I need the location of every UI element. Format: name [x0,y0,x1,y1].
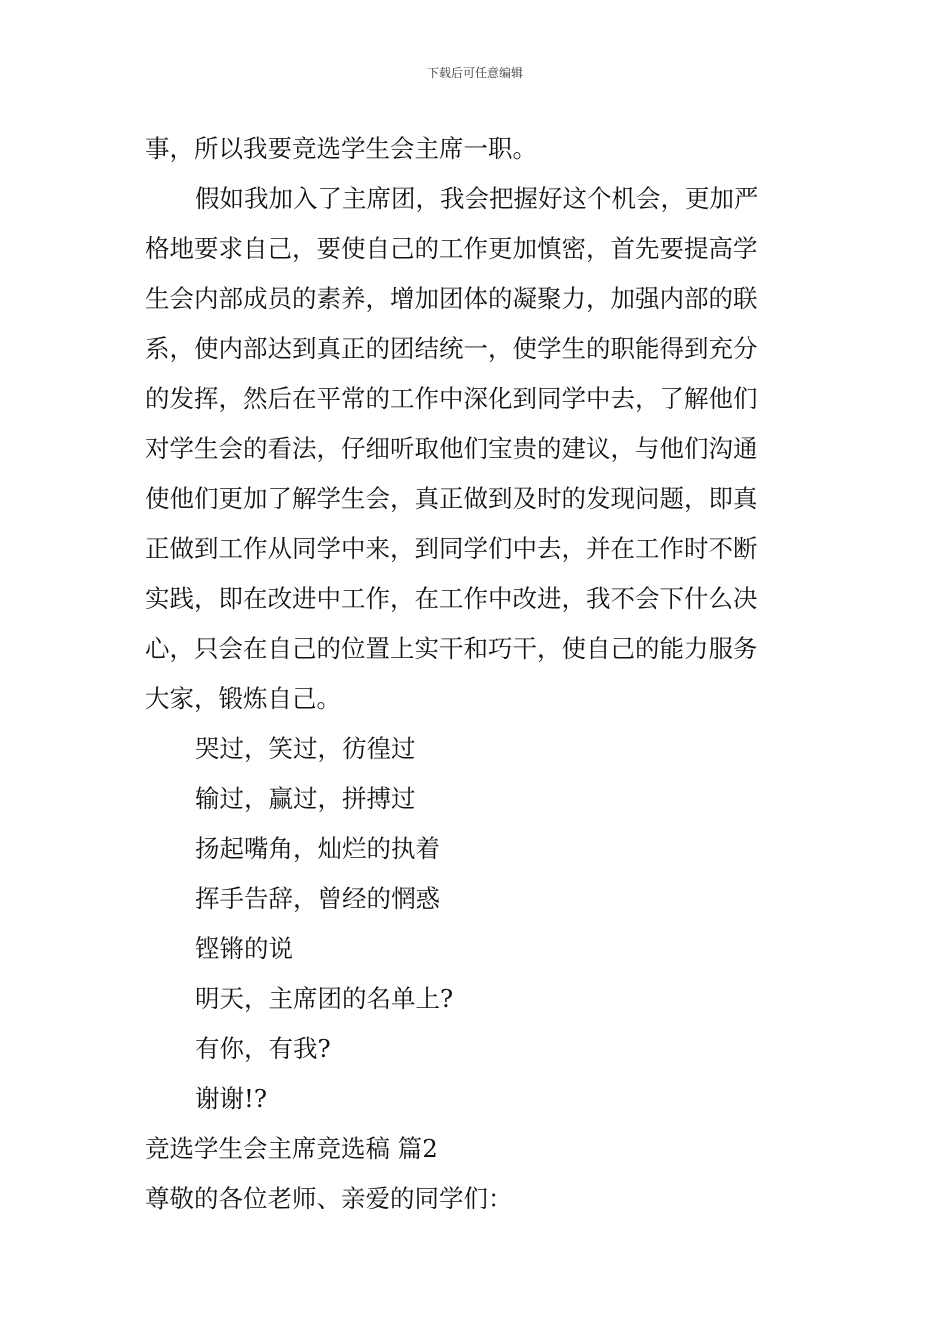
paragraph-line: 使他们更加了解学生会，真正做到及时的发现问题，即真 [145,484,758,513]
paragraph-line: 实践，即在改进中工作，在工作中改进，我不会下什么决 [145,584,758,613]
paragraph-line: 系，使内部达到真正的团结统一，使学生的职能得到充分 [145,334,758,363]
closing-thanks: 谢谢!? [195,1084,267,1113]
poem-line: 扬起嘴角，灿烂的执着 [195,834,440,863]
paragraph-line: 的发挥，然后在平常的工作中深化到同学中去，了解他们 [145,384,758,413]
section-title: 竞选学生会主席竞选稿 篇2 [145,1134,438,1163]
poem-line: 明天，主席团的名单上? [195,984,454,1013]
poem-line: 挥手告辞，曾经的惘惑 [195,884,440,913]
salutation: 尊敬的各位老师、亲爱的同学们： [145,1184,513,1213]
paragraph-line: 大家，锻炼自己。 [145,684,341,713]
paragraph-line: 生会内部成员的素养，增加团体的凝聚力，加强内部的联 [145,284,758,313]
poem-line: 铿锵的说 [195,934,293,963]
poem-line: 输过，赢过，拼搏过 [195,784,416,813]
paragraph-line: 心，只会在自己的位置上实干和巧干，使自己的能力服务 [145,634,758,663]
paragraph-line: 格地要求自己，要使自己的工作更加慎密，首先要提高学 [145,234,758,263]
document-body [145,124,807,1224]
paragraph-line: 对学生会的看法，仔细听取他们宝贵的建议，与他们沟通 [145,434,758,463]
poem-line: 有你，有我? [195,1034,331,1063]
page-header: 下载后可任意编辑 [426,66,523,80]
poem-line: 哭过，笑过，彷徨过 [195,734,416,763]
paragraph-line: 正做到工作从同学中来，到同学们中去，并在工作时不断 [145,534,758,563]
paragraph-line: 假如我加入了主席团，我会把握好这个机会，更加严 [195,184,759,213]
paragraph-line: 事，所以我要竞选学生会主席一职。 [145,134,537,163]
